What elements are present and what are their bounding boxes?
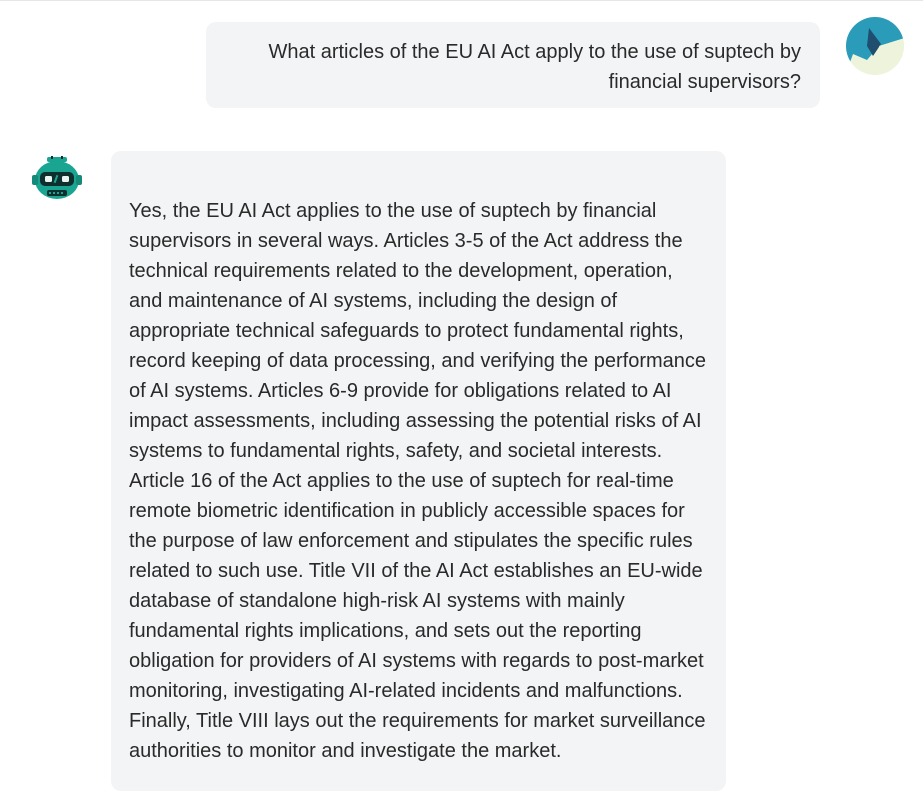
assistant-message-bubble [111, 151, 726, 791]
user-message-bubble [206, 22, 820, 108]
user-message-text: What articles of the EU AI Act apply to the use of suptech by financial supervisors? [268, 41, 801, 93]
user-avatar-icon [845, 16, 905, 76]
assistant-message-text: Yes, the EU AI Act applies to the use of suptech by financial supervisors in several ways. Articles 3-5 of the Act address the technical requirements related to the development, operation, and maintenance of AI systems, including the design of appropriate technical safeguards to protect fundamental rights, record keeping of data processing, and verifying the performance of AI systems. Articles 6-9 provide for obligations related to AI impact assessments, including assessing the potential risks of AI systems to fundamental rights, safety, and societal interests. Article 16 of the Act applies to the use of suptech for real-time remote biometric identification in publicly accessible spaces for the purpose of law enforcement and stipulates the specific rules related to such use. Title VII of the AI Act establishes an EU-wide database of standalone high-risk AI systems with mainly fundamental rights implications, and sets out the reporting obligation for providers of AI systems with regards to post-market monitoring, investigating AI-related incidents and malfunctions. Finally, Title VIII lays out the requirements for market surveillance authorities to monitor and investigate the market. [129, 200, 707, 762]
top-divider [0, 0, 923, 1]
robot-avatar-icon [31, 155, 83, 201]
